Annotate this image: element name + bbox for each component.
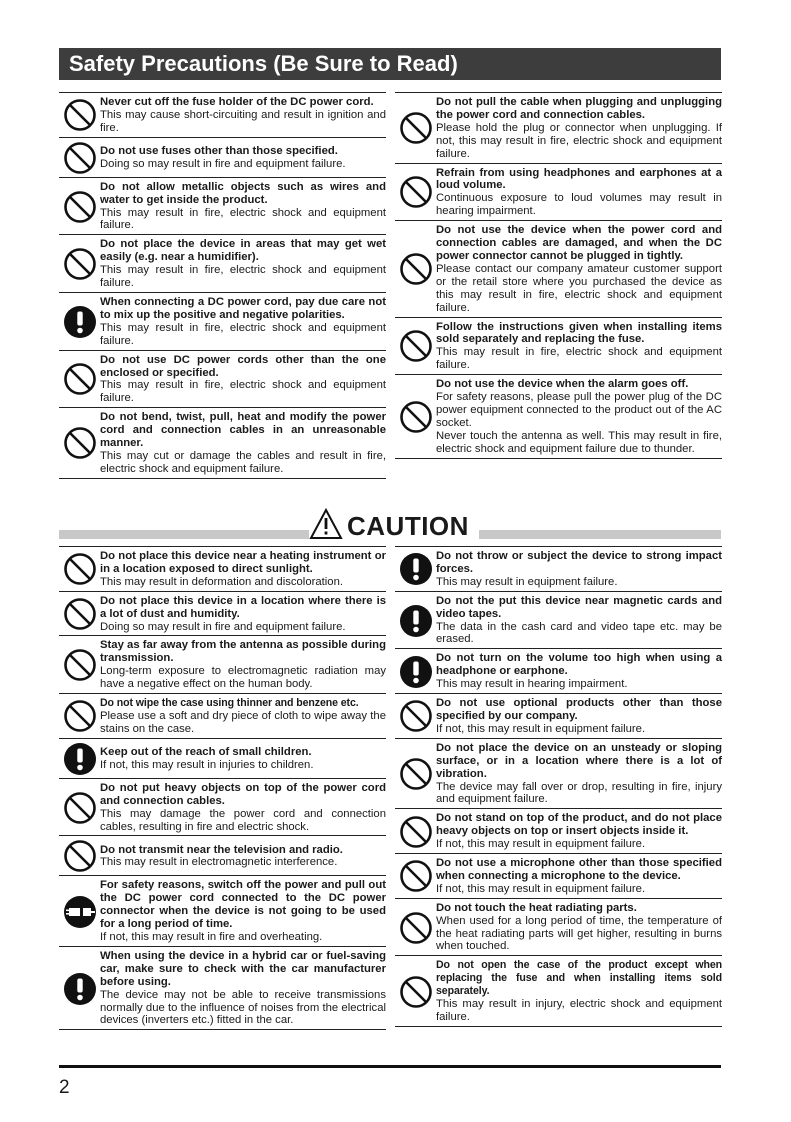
safety-item bbox=[395, 808, 722, 853]
prohibition-icon bbox=[395, 252, 436, 286]
safety-item bbox=[59, 137, 386, 177]
safety-item-description: Long-term exposure to electromagnetic radiation may have a negative effect on the human body. bbox=[100, 665, 386, 691]
safety-item-description: This may result in deformation and discoloration. bbox=[100, 575, 343, 588]
safety-item-description: This may result in fire, electric shock and equipment failure. bbox=[436, 346, 722, 372]
safety-item-heading: Do not use optional products other than those specified by our company. bbox=[436, 697, 722, 722]
safety-item-heading: Do not place this device in a location where there is a lot of dust and humidity. bbox=[100, 594, 386, 620]
safety-item-heading: Do not allow metallic objects such as wires and water to get inside the product. bbox=[100, 180, 386, 206]
safety-item-heading: Do not bend, twist, pull, heat and modify the power cord and connection cables in an unreasonable manner. bbox=[100, 411, 386, 450]
safety-item bbox=[59, 738, 386, 778]
safety-item-description: This may result in fire, electric shock and equipment failure. bbox=[100, 264, 386, 290]
safety-item-heading: Never cut off the fuse holder of the DC power cord. bbox=[100, 96, 374, 108]
safety-item bbox=[59, 591, 386, 636]
safety-item-description: The device may not be able to receive transmissions normally due to the influence of noises from the electrical devices (inverters etc.) fitted in the car. bbox=[100, 988, 386, 1027]
page-title: Safety Precautions (Be Sure to Read) bbox=[59, 48, 721, 80]
safety-item bbox=[59, 778, 386, 836]
safety-item bbox=[59, 292, 386, 350]
safety-item-text bbox=[100, 238, 386, 290]
prohibition-icon bbox=[395, 815, 436, 849]
mandatory-icon bbox=[395, 552, 436, 586]
prohibition-icon bbox=[395, 400, 436, 434]
safety-item-text bbox=[436, 378, 722, 455]
safety-item-description: Continuous exposure to loud volumes may result in hearing impairment. bbox=[436, 192, 722, 218]
prohibition-icon bbox=[59, 362, 100, 396]
safety-item-description: This may result in fire, electric shock and equipment failure. bbox=[100, 206, 386, 232]
safety-item-description: When used for a long period of time, the temperature of the heat radiating parts will get higher, resulting in burns when touched. bbox=[436, 914, 722, 953]
safety-item-heading: Do not pull the cable when plugging and unplugging the power cord and connection cables. bbox=[436, 96, 722, 121]
cautions-right-column bbox=[395, 546, 722, 1027]
safety-item-description: If not, this may result in equipment failure. bbox=[436, 882, 646, 895]
mandatory-icon bbox=[395, 604, 436, 638]
safety-item bbox=[395, 220, 722, 316]
cautions-left-column bbox=[59, 546, 386, 1030]
prohibition-icon bbox=[59, 98, 100, 132]
safety-item-description: This may damage the power cord and connection cables, resulting in fire and electric shock. bbox=[100, 807, 386, 833]
safety-item-heading: Do not stand on top of the product, and do not place heavy objects on top or insert objects inside it. bbox=[436, 812, 722, 838]
safety-item-text bbox=[436, 959, 722, 1024]
safety-item-heading: Do not throw or subject the device to strong impact forces. bbox=[436, 550, 722, 575]
safety-item-description: Doing so may result in fire and equipment failure. bbox=[100, 620, 346, 633]
safety-item-heading: For safety reasons, switch off the power and pull out the DC power cord connected to the DC power connector when the device is not going to be used for a long period of time. bbox=[100, 879, 386, 931]
safety-item-description: The data in the cash card and video tape etc. may be erased. bbox=[436, 620, 722, 646]
safety-item-text bbox=[100, 879, 386, 944]
safety-item-description: This may result in equipment failure. bbox=[436, 575, 618, 588]
safety-item-heading: Do not open the case of the product except when replacing the fuse and when installing items sold separately. bbox=[436, 959, 722, 998]
safety-item-heading: Do not use the device when the power cord and connection cables are damaged, and when the DC power connector cannot be plugged in tightly. bbox=[436, 224, 722, 262]
safety-item-text bbox=[100, 950, 386, 1027]
prohibition-icon bbox=[59, 597, 100, 631]
safety-item-heading: Do not the put this device near magnetic cards and video tapes. bbox=[436, 594, 722, 620]
safety-item-text bbox=[100, 697, 386, 736]
safety-item bbox=[59, 635, 386, 693]
prohibition-icon bbox=[395, 975, 436, 1009]
prohibition-icon bbox=[59, 141, 100, 175]
safety-item-description: This may cut or damage the cables and result in fire, electric shock and equipment failure. bbox=[100, 449, 386, 475]
safety-item-text bbox=[100, 782, 386, 834]
safety-item bbox=[395, 648, 722, 693]
prohibition-icon bbox=[59, 247, 100, 281]
safety-item bbox=[59, 946, 386, 1030]
safety-item-description: For safety reasons, please pull the power plug of the DC power equipment connected to the product out of the AC socket. Never touch the antenna as well. This may result in fire, electric shock and equipment failure due to thunder. bbox=[436, 391, 722, 455]
safety-item-description: If not, this may result in injuries to children. bbox=[100, 758, 314, 771]
prohibition-icon bbox=[59, 426, 100, 460]
safety-item bbox=[395, 163, 722, 221]
safety-item-text bbox=[100, 550, 386, 589]
caution-heading bbox=[309, 508, 479, 544]
safety-item-heading: Do not put heavy objects on top of the power cord and connection cables. bbox=[100, 781, 386, 807]
safety-item-heading: Do not wipe the case using thinner and benzene etc. bbox=[100, 697, 359, 710]
safety-item bbox=[59, 92, 386, 137]
safety-item-heading: Do not use the device when the alarm goes off. bbox=[436, 378, 689, 391]
safety-item-text bbox=[436, 652, 722, 691]
prohibition-icon bbox=[395, 859, 436, 893]
safety-item-text bbox=[436, 902, 722, 954]
safety-item-description: This may result in fire, electric shock and equipment failure. bbox=[100, 321, 386, 347]
safety-item-heading: Do not touch the heat radiating parts. bbox=[436, 901, 637, 914]
safety-item-text bbox=[436, 96, 722, 161]
safety-item-description: The device may fall over or drop, resulting in fire, injury and equipment failure. bbox=[436, 780, 722, 806]
prohibition-icon bbox=[59, 648, 100, 682]
prohibition-icon bbox=[395, 911, 436, 945]
footer-rule bbox=[59, 1065, 721, 1068]
safety-item-description: Please use a soft and dry piece of cloth to wipe away the stains on the case. bbox=[100, 709, 386, 735]
prohibition-icon bbox=[59, 791, 100, 825]
safety-item-description: This may result in hearing impairment. bbox=[436, 678, 628, 691]
safety-item bbox=[395, 546, 722, 591]
warning-triangle-icon bbox=[309, 508, 343, 545]
safety-item-heading: Keep out of the reach of small children. bbox=[100, 745, 312, 758]
prohibition-icon bbox=[395, 757, 436, 791]
safety-item-text bbox=[100, 354, 386, 406]
safety-item-text bbox=[436, 857, 722, 896]
prohibition-icon bbox=[395, 175, 436, 209]
safety-item bbox=[59, 693, 386, 738]
safety-item-text bbox=[436, 167, 722, 219]
safety-item-heading: When using the device in a hybrid car or fuel-saving car, make sure to check with the car manufacturer before using. bbox=[100, 949, 386, 988]
safety-item-description: If not, this may result in equipment failure. bbox=[436, 722, 646, 735]
safety-item-description: This may cause short-circuiting and result in ignition and fire. bbox=[100, 108, 386, 134]
safety-item-text bbox=[100, 96, 386, 135]
safety-item-heading: Do not transmit near the television and radio. bbox=[100, 843, 343, 856]
page-number: 2 bbox=[59, 1077, 70, 1098]
safety-item bbox=[395, 92, 722, 163]
safety-item-description: If not, this may result in fire and overheating. bbox=[100, 931, 323, 944]
safety-item-description: If not, this may result in equipment failure. bbox=[436, 838, 646, 851]
mandatory-icon bbox=[59, 972, 100, 1006]
safety-item-text bbox=[436, 812, 722, 851]
safety-item-text bbox=[100, 296, 386, 348]
safety-item-description: Please hold the plug or connector when unplugging. If not, this may result in fire, electric shock and equipment failure. bbox=[436, 121, 722, 160]
safety-item-heading: Stay as far away from the antenna as possible during transmission. bbox=[100, 639, 386, 665]
warnings-right-column bbox=[395, 92, 722, 459]
safety-item-heading: Do not use fuses other than those specified. bbox=[100, 144, 338, 157]
safety-item bbox=[395, 738, 722, 809]
mandatory-icon bbox=[59, 742, 100, 776]
safety-item bbox=[395, 317, 722, 375]
safety-item-text bbox=[436, 595, 722, 647]
safety-item-heading: Do not use DC power cords other than the one enclosed or specified. bbox=[100, 353, 386, 379]
unplug-icon bbox=[59, 895, 100, 929]
prohibition-icon bbox=[59, 552, 100, 586]
safety-item-text bbox=[100, 746, 386, 772]
safety-item-heading: When connecting a DC power cord, pay due care not to mix up the positive and negative polarities. bbox=[100, 295, 386, 321]
safety-item-heading: Refrain from using headphones and earphones at a loud volume. bbox=[436, 166, 722, 192]
safety-item-heading: Do not use a microphone other than those specified when connecting a microphone to the device. bbox=[436, 857, 722, 882]
prohibition-icon bbox=[59, 839, 100, 873]
safety-item-text bbox=[100, 411, 386, 476]
safety-item-heading: Do not place this device near a heating instrument or in a location exposed to direct sunlight. bbox=[100, 550, 386, 575]
mandatory-icon bbox=[59, 305, 100, 339]
prohibition-icon bbox=[59, 190, 100, 224]
safety-item-heading: Do not place the device in areas that may get wet easily (e.g. near a humidifier). bbox=[100, 238, 386, 264]
prohibition-icon bbox=[59, 699, 100, 733]
warnings-left-column bbox=[59, 92, 386, 479]
safety-item-text bbox=[100, 145, 386, 171]
safety-item bbox=[395, 853, 722, 898]
safety-item bbox=[59, 835, 386, 875]
safety-item bbox=[395, 374, 722, 458]
prohibition-icon bbox=[395, 699, 436, 733]
safety-item-text bbox=[436, 321, 722, 373]
safety-item bbox=[59, 875, 386, 946]
safety-item-text bbox=[100, 844, 386, 870]
safety-item-text bbox=[436, 697, 722, 736]
safety-item bbox=[395, 591, 722, 649]
safety-item-heading: Do not place the device on an unsteady or sloping surface, or in a location where there is a lot of vibration. bbox=[436, 741, 722, 780]
safety-item-text bbox=[436, 224, 722, 314]
safety-item-text bbox=[100, 181, 386, 233]
caution-label: CAUTION bbox=[347, 510, 469, 541]
safety-item-description: This may result in electromagnetic interference. bbox=[100, 856, 338, 869]
safety-item-heading: Do not turn on the volume too high when using a headphone or earphone. bbox=[436, 652, 722, 678]
safety-item bbox=[59, 546, 386, 591]
safety-item bbox=[395, 693, 722, 738]
safety-item-description: This may result in injury, electric shock and equipment failure. bbox=[436, 998, 722, 1023]
safety-item-text bbox=[436, 550, 722, 589]
safety-item bbox=[395, 955, 722, 1027]
prohibition-icon bbox=[395, 329, 436, 363]
safety-item-text bbox=[436, 742, 722, 807]
mandatory-icon bbox=[395, 655, 436, 689]
safety-item bbox=[59, 407, 386, 479]
prohibition-icon bbox=[395, 111, 436, 145]
safety-item bbox=[395, 898, 722, 956]
safety-item bbox=[59, 350, 386, 408]
safety-item-description: Doing so may result in fire and equipment failure. bbox=[100, 157, 346, 170]
safety-item bbox=[59, 234, 386, 292]
safety-item-text bbox=[100, 639, 386, 691]
safety-item-description: Please contact our company amateur customer support or the retail store where you purchased the device as this may result in fire, electric shock and equipment failure. bbox=[436, 262, 722, 314]
safety-item bbox=[59, 177, 386, 235]
safety-item-description: This may result in fire, electric shock and equipment failure. bbox=[100, 379, 386, 405]
safety-item-text bbox=[100, 595, 386, 634]
safety-item-heading: Follow the instructions given when installing items sold separately and replacing the fuse. bbox=[436, 320, 722, 346]
